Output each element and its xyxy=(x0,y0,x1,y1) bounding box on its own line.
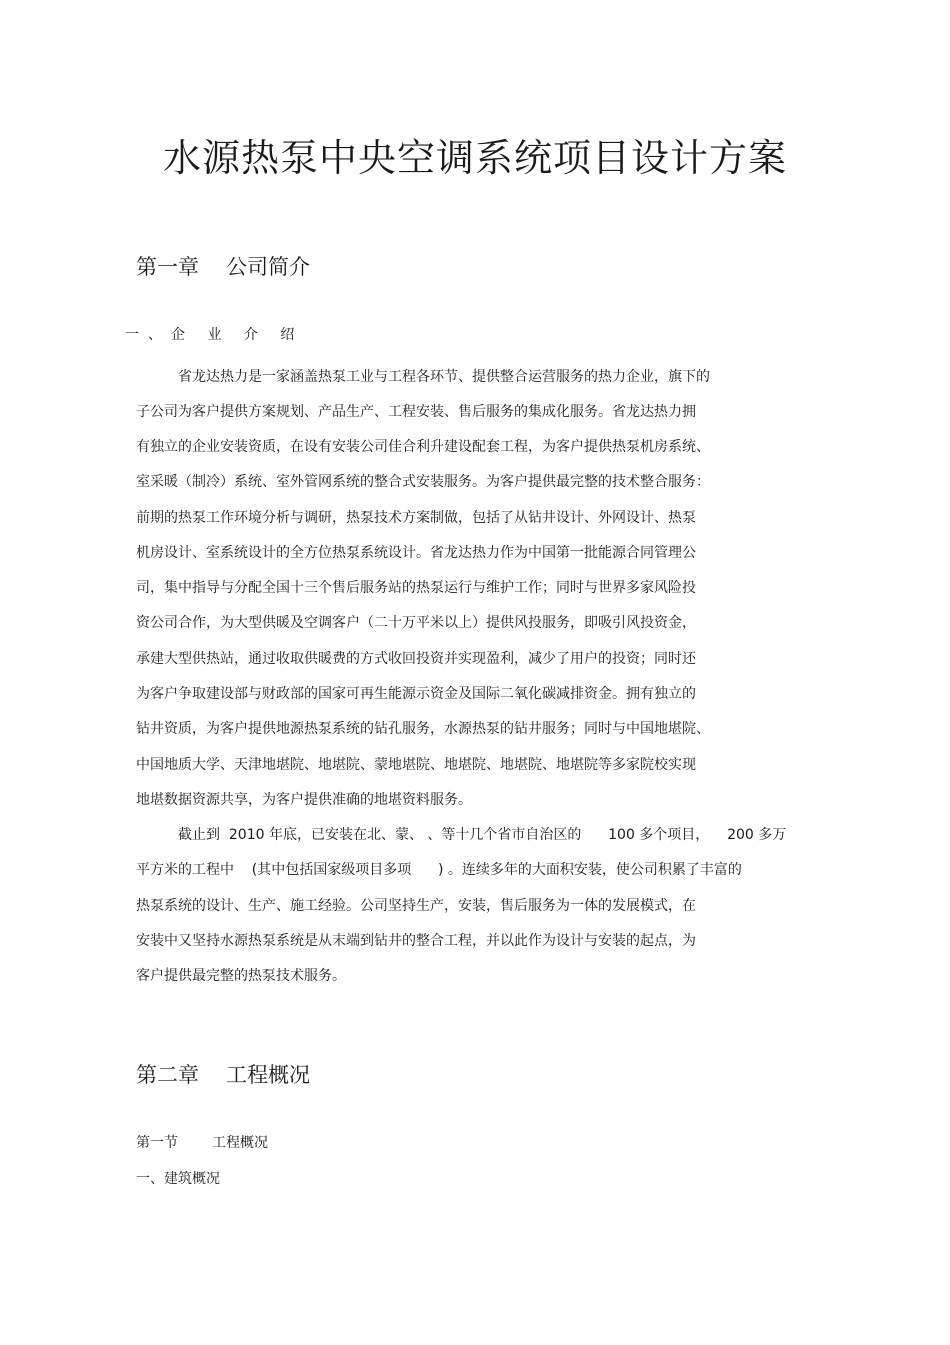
para1-line: 子公司为客户提供方案规划、产品生产、工程安装、售后服务的集成化服务。省龙达热力拥 xyxy=(136,404,696,420)
section-heading-company-intro: 一、企 业 介 绍 xyxy=(125,327,304,343)
para1-line: 省龙达热力是一家涵盖热泵工业与工程各环节、提供整合运营服务的热力企业，旗下的 xyxy=(178,369,710,385)
para2-line: 客户提供最完整的热泵技术服务。 xyxy=(136,968,346,984)
chapter-1-name: 公司简介 xyxy=(226,255,310,279)
para1-line: 有独立的企业安装资质，在设有安装公司佳合利升建设配套工程，为客户提供热泵机房系统、 xyxy=(136,439,710,455)
chapter-1-heading xyxy=(136,252,310,282)
para2-line: 热泵系统的设计、生产、施工经验。公司坚持生产，安装，售后服务为一体的发展模式，在 xyxy=(136,898,696,914)
para1-line: 室采暖（制冷）系统、室外管网系统的整合式安装服务。为客户提供最完整的技术整合服务： xyxy=(136,474,710,490)
para2-line: 截止到 2010 年底，已安装在北、蒙、 、等十几个省市自治区的 100 多个项目， 200 多万 xyxy=(178,827,787,843)
section-1-heading xyxy=(136,1133,268,1153)
para1-line: 机房设计、室系统设计的全方位热泵系统设计。省龙达热力作为中国第一批能源合同管理公 xyxy=(136,545,696,561)
para1-line: 地堪数据资源共享，为客户提供准确的地堪资料服务。 xyxy=(136,792,472,808)
para1-line: 中国地质大学、天津地堪院、地堪院、蒙地堪院、地堪院、地堪院、地堪院等多家院校实现 xyxy=(136,757,696,773)
para1-line: 司，集中指导与分配全国十三个售后服务站的热泵运行与维护工作；同时与世界多家风险投 xyxy=(136,580,696,596)
para1-line: 资公司合作，为大型供暖及空调客户（二十万平米以上）提供风投服务，即吸引风投资金， xyxy=(136,615,696,631)
para2-line: 安装中又坚持水源热泵系统是从末端到钻井的整合工程，并以此作为设计与安装的起点，为 xyxy=(136,933,696,949)
document-title: 水源热泵中央空调系统项目设计方案 xyxy=(162,136,787,180)
para1-line: 钻井资质，为客户提供地源热泵系统的钻孔服务，水源热泵的钻井服务；同时与中国地堪院、 xyxy=(136,721,710,737)
chapter-2-heading xyxy=(136,1060,310,1090)
chapter-1-number: 第一章 xyxy=(136,255,199,279)
chapter-2-name: 工程概况 xyxy=(226,1063,310,1087)
para1-line: 承建大型供热站，通过收取供暖费的方式收回投资并实现盈利，减少了用户的投资；同时还 xyxy=(136,651,696,667)
chapter-2-number: 第二章 xyxy=(136,1063,199,1087)
section-1-name: 工程概况 xyxy=(212,1135,268,1151)
subsection-building-overview: 一、建筑概况 xyxy=(136,1171,220,1187)
section-1-number: 第一节 xyxy=(136,1135,178,1151)
para2-line: 平方米的工程中 (其中包括国家级项目多项 ) 。连续多年的大面积安装，使公司积累了丰富的 xyxy=(136,862,742,878)
para1-line: 前期的热泵工作环境分析与调研，热泵技术方案制做，包括了从钻井设计、外网设计、热泵 xyxy=(136,510,696,526)
para1-line: 为客户争取建设部与财政部的国家可再生能源示资金及国际二氧化碳减排资金。拥有独立的 xyxy=(136,686,696,702)
